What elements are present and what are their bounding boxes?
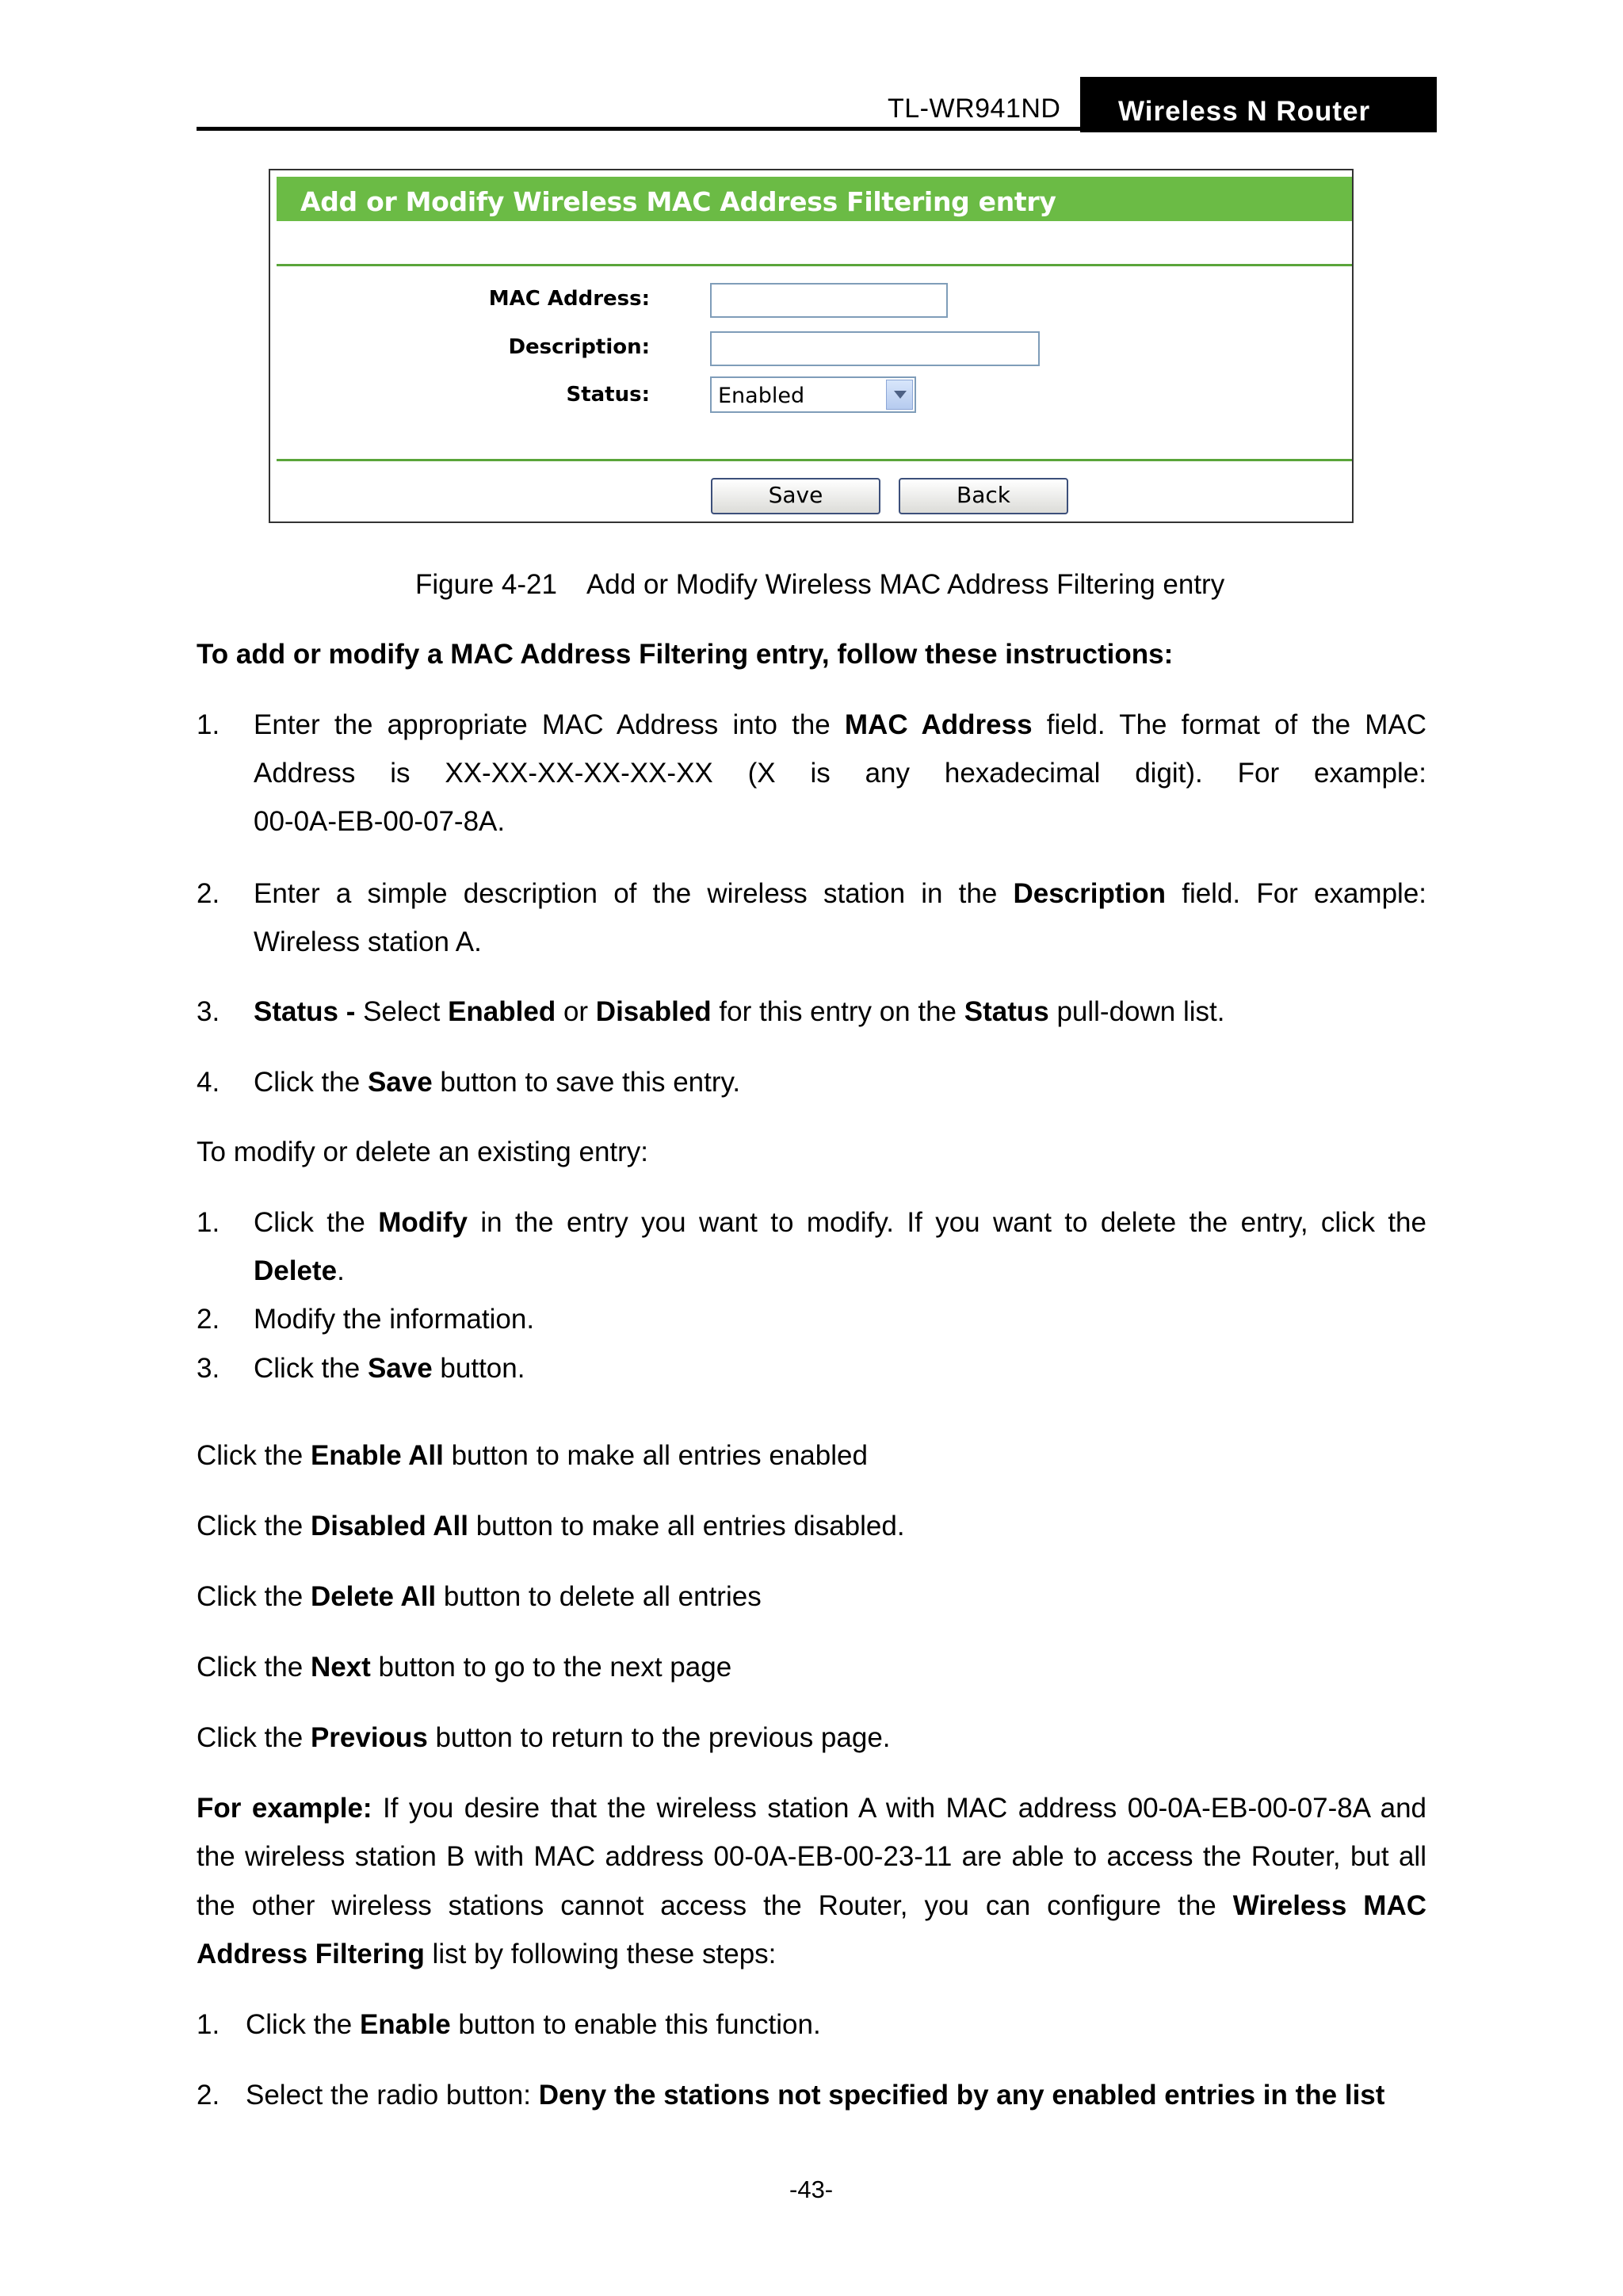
mac-address-input[interactable] bbox=[710, 283, 948, 318]
description-label: Description: bbox=[508, 335, 650, 359]
intro-heading: To add or modify a MAC Address Filtering entry, follow these instructions: bbox=[197, 639, 1174, 670]
figure-caption: Figure 4-21 Add or Modify Wireless MAC Address Filtering entry bbox=[415, 569, 1225, 600]
panel-divider-bottom bbox=[277, 459, 1352, 461]
list-number: 3. bbox=[197, 1353, 220, 1384]
description-input[interactable] bbox=[710, 331, 1040, 366]
list-number: 1. bbox=[197, 2009, 220, 2040]
list-item: Select the radio button: Deny the stations not specified by any enabled entries in the list bbox=[246, 2080, 1385, 2111]
list-number: 2. bbox=[197, 2080, 220, 2111]
status-select-value: Enabled bbox=[718, 384, 805, 408]
list-item-line: Enter the appropriate MAC Address into the MAC Address field. The format of the MAC bbox=[254, 709, 1426, 740]
button-description: Click the Next button to go to the next page bbox=[197, 1652, 732, 1683]
status-select[interactable] bbox=[710, 376, 916, 413]
modify-heading: To modify or delete an existing entry: bbox=[197, 1137, 649, 1167]
list-item: Modify the information. bbox=[254, 1304, 535, 1335]
list-item-line: Delete. bbox=[254, 1255, 345, 1286]
figure-screenshot bbox=[269, 169, 1354, 523]
example-line: the wireless station B with MAC address 00-0A-EB-00-23-11 are able to access the Router, but all bbox=[197, 1841, 1426, 1872]
list-item-line: Wireless station A. bbox=[254, 926, 482, 957]
panel-title-bar bbox=[277, 177, 1352, 221]
list-item: Click the Enable button to enable this function. bbox=[246, 2009, 821, 2040]
button-description: Click the Enable All button to make all entries enabled bbox=[197, 1440, 868, 1471]
button-description: Click the Disabled All button to make all entries disabled. bbox=[197, 1511, 905, 1541]
list-item-line: Address is XX-XX-XX-XX-XX-XX (X is any hexadecimal digit). For example: bbox=[254, 758, 1426, 789]
list-item: Status - Select Enabled or Disabled for this entry on the Status pull-down list. bbox=[254, 996, 1225, 1027]
list-number: 4. bbox=[197, 1067, 220, 1098]
chevron-down-icon[interactable] bbox=[886, 380, 913, 410]
example-line: the other wireless stations cannot access the Router, you can configure the Wireless MAC bbox=[197, 1890, 1427, 1921]
button-description: Click the Delete All button to delete all entries bbox=[197, 1581, 762, 1612]
mac-address-label: MAC Address: bbox=[488, 287, 650, 311]
example-line: For example: If you desire that the wireless station A with MAC address 00-0A-EB-00-07-8A and bbox=[197, 1793, 1426, 1824]
list-number: 3. bbox=[197, 996, 220, 1027]
list-number: 1. bbox=[197, 709, 220, 740]
list-number: 1. bbox=[197, 1207, 220, 1238]
list-item-line: Enter a simple description of the wireless station in the Description field. For example: bbox=[254, 878, 1427, 909]
list-number: 2. bbox=[197, 878, 220, 909]
header-model: TL-WR941ND bbox=[888, 94, 1061, 124]
header-product: Wireless N Router bbox=[1118, 96, 1371, 127]
list-item-line: 00-0A-EB-00-07-8A. bbox=[254, 806, 506, 837]
button-description: Click the Previous button to return to the previous page. bbox=[197, 1722, 891, 1753]
page-number: -43- bbox=[789, 2176, 834, 2203]
list-item: Click the Save button. bbox=[254, 1353, 525, 1384]
header-rule bbox=[197, 127, 1437, 131]
list-number: 2. bbox=[197, 1304, 220, 1335]
panel-title: Add or Modify Wireless MAC Address Filtering entry bbox=[300, 186, 1056, 217]
panel-divider-top bbox=[277, 264, 1352, 266]
list-item-line: Click the Modify in the entry you want to modify. If you want to delete the entry, click the bbox=[254, 1207, 1426, 1238]
status-label: Status: bbox=[566, 383, 650, 407]
header-product-box bbox=[1080, 77, 1437, 132]
save-button[interactable]: Save bbox=[711, 478, 880, 514]
back-button[interactable]: Back bbox=[899, 478, 1068, 514]
list-item: Click the Save button to save this entry. bbox=[254, 1067, 741, 1098]
example-line: Address Filtering list by following these steps: bbox=[197, 1939, 777, 1969]
